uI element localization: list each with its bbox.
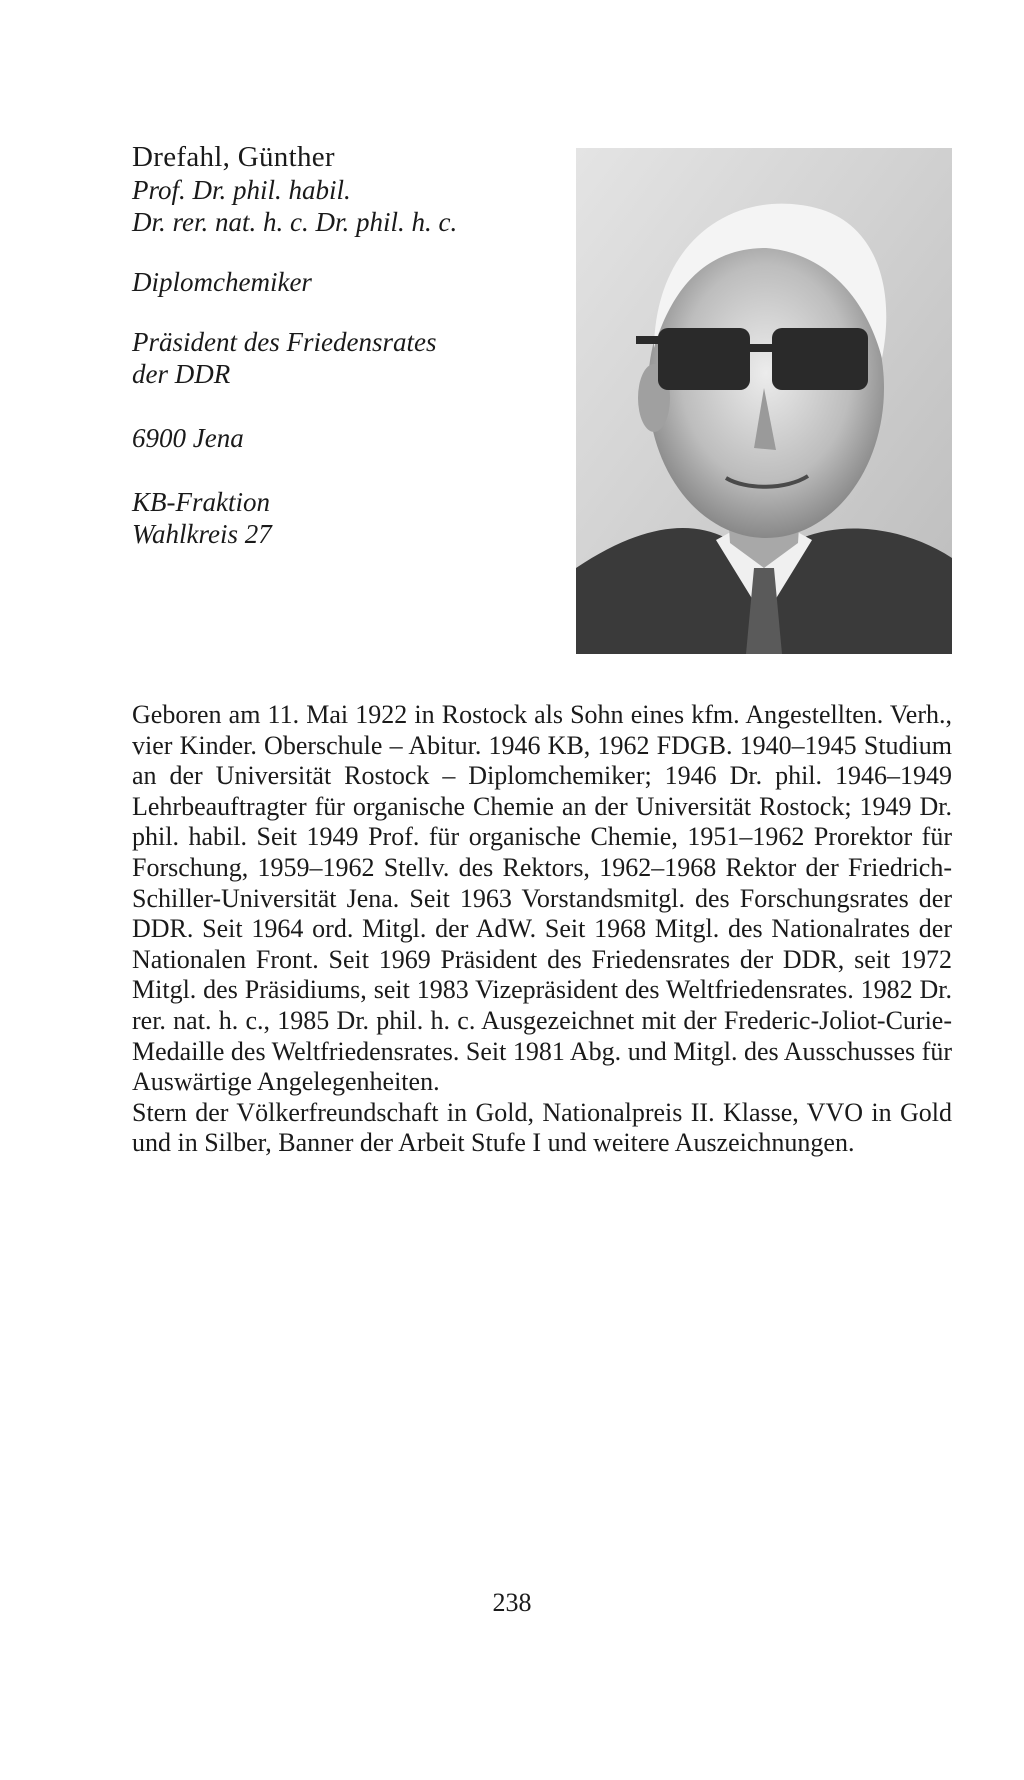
location: 6900 Jena: [132, 423, 244, 453]
biography-text: [132, 700, 952, 1159]
portrait-photo: [576, 148, 952, 654]
biography-paragraph-1: Geboren am 11. Mai 1922 in Rostock als Sohn eines kfm. Angestellten. Verh., vier Kinder. Oberschule – Abitur. 1946 KB, 1962 FDGB. 1940–1945 Studium an der Universität Rostock – Diplomchemiker; 1946 Dr. phil. 1946–1949 Lehrbeauftragter für organische Chemie an der Universität Rostock; 1949 Dr. phil. habil. Seit 1949 Prof. für organische Chemie, 1951–1962 Prorektor für Forschung, 1959–1962 Stellv. des Rektors, 1962–1968 Rektor der Friedrich-Schiller-Universität Jena. Seit 1963 Vorstandsmitgl. des Forschungsrates der DDR. Seit 1964 ord. Mitgl. der AdW. Seit 1968 Mitgl. des Nationalrates der Nationalen Front. Seit 1969 Präsident des Friedensrates der DDR, seit 1972 Mitgl. des Präsidiums, seit 1983 Vizepräsident des Weltfriedensrates. 1982 Dr. rer. nat. h. c., 1985 Dr. phil. h. c. Ausgezeichnet mit der Frederic-Joliot-Curie-Medaille des Weltfriedensrates. Seit 1981 Abg. und Mitgl. des Ausschusses für Auswärtige Angelegenheiten.: [132, 700, 952, 1097]
academic-titles-line-2: Dr. rer. nat. h. c. Dr. phil. h. c.: [132, 207, 458, 237]
person-header: [132, 140, 572, 550]
constituency: Wahlkreis 27: [132, 519, 272, 549]
biography-paragraph-2: Stern der Völkerfreundschaft in Gold, Nationalpreis II. Klasse, VVO in Gold und in Silber, Banner der Arbeit Stufe I und weitere Auszeichnungen.: [132, 1097, 952, 1158]
faction: KB-Fraktion: [132, 487, 270, 517]
position-line-2: der DDR: [132, 359, 231, 389]
academic-titles-line-1: Prof. Dr. phil. habil.: [132, 175, 351, 205]
profession: Diplomchemiker: [132, 267, 312, 297]
position-line-1: Präsident des Friedensrates: [132, 327, 437, 357]
page-number: 238: [492, 1588, 532, 1617]
person-name: Drefahl, Günther: [132, 141, 335, 173]
